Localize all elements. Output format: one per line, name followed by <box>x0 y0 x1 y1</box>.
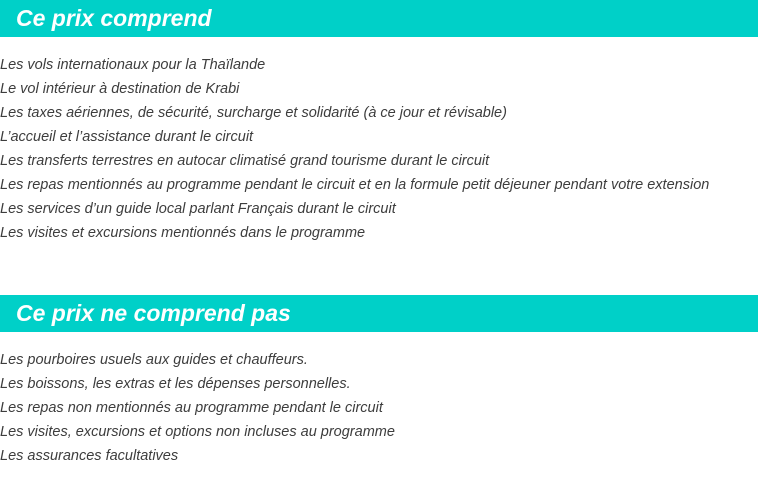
list-item: Le vol intérieur à destination de Krabi <box>0 81 240 97</box>
list-item: Les services d’un guide local parlant Français durant le circuit <box>0 201 396 217</box>
list-item: Les vols internationaux pour la Thaïlande <box>0 57 266 73</box>
includes-section-title: Ce prix comprend <box>16 5 212 31</box>
includes-section-header <box>0 0 758 37</box>
list-item: Les repas mentionnés au programme pendant le circuit et en la formule petit déjeuner pendant votre extension <box>0 177 710 193</box>
list-item: Les assurances facultatives <box>0 448 179 464</box>
excludes-section-header <box>0 295 758 332</box>
list-item: Les transferts terrestres en autocar climatisé grand tourisme durant le circuit <box>0 153 490 169</box>
list-item: L’accueil et l’assistance durant le circuit <box>0 129 254 145</box>
excludes-list <box>0 348 395 468</box>
excludes-section-title: Ce prix ne comprend pas <box>16 300 291 326</box>
includes-list <box>0 53 709 245</box>
list-item: Les boissons, les extras et les dépenses personnelles. <box>0 376 351 392</box>
list-item: Les repas non mentionnés au programme pendant le circuit <box>0 400 383 416</box>
list-item: Les visites, excursions et options non incluses au programme <box>0 424 395 440</box>
list-item: Les pourboires usuels aux guides et chauffeurs. <box>0 352 308 368</box>
list-item: Les taxes aériennes, de sécurité, surcharge et solidarité (à ce jour et révisable) <box>0 105 507 121</box>
list-item: Les visites et excursions mentionnés dans le programme <box>0 225 366 241</box>
